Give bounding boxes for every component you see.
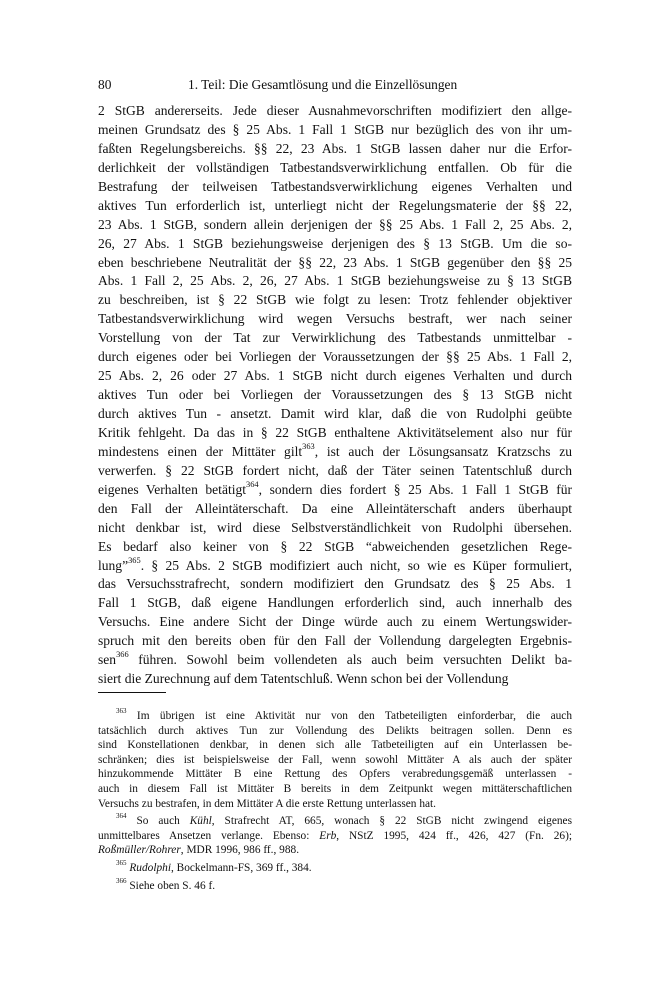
text-line: den Fall der Alleintäterschaft. Da eine Alleintäterschaft anders überhaupt [98, 500, 572, 516]
text-line: zu beschreiben, ist § 22 StGB wie folgt zu lesen: Trotz fehlender objektiver [98, 292, 572, 308]
text-line: spruch mit den bereits oben für den Fall der Vollendung dargelegten Ergebnis- [98, 633, 572, 649]
text-line: durch eigenes oder bei Vorliegen der Voraussetzungen der §§ 25 Abs. 1 Fall 2, [98, 349, 572, 365]
text-line: Vorstellung von der Tat zur Verwirklichung des Tatbestands unmittelbar - [98, 330, 572, 346]
text-line: Bestrafung der teilweisen Tatbestandsverwirklichung eigenes Verhalten und [98, 178, 572, 194]
cited-author: Erb [319, 829, 337, 842]
footnote-text: , NStZ 1995, 424 ff., 426, 427 (Fn. 26); [336, 829, 572, 842]
text-segment: sen [98, 652, 117, 668]
text-line [98, 481, 572, 500]
text-line: meinen Grundsatz des § 25 Abs. 1 Fall 1 StGB nur bezüglich des von ihr um- [98, 121, 572, 137]
footnote-line: auch in diesem Fall ist Mittäter B bereits in dem Zeitpunkt wegen mittäterschaftlichen [98, 782, 572, 795]
footnotes [98, 709, 572, 893]
footnote-line: tatsächlich durch aktives Tun zur Vollendung des Delikts beitragen sollen. Denn es [98, 724, 572, 737]
text-segment: eigenes Verhalten betätigt [98, 481, 247, 497]
footnote-line: Versuchs zu bestrafen, in dem Mittäter A die erste Rettung unterlassen hat. [98, 797, 437, 810]
footnote-text: So auch [136, 815, 180, 828]
text-line: verwerfen. § 22 StGB fordert nicht, daß der Täter seinen Tatentschluß durch [98, 462, 572, 478]
footnote-ref-365[interactable]: 365 [128, 555, 141, 565]
footnote-365 [98, 861, 572, 876]
footnote-line: sind Konstellationen denkbar, in denen sich alle Tatbeteiligten auf ein Unterlassen be- [98, 739, 572, 752]
text-line: 2 StGB andererseits. Jede dieser Ausnahmevorschriften modifiziert den allge- [98, 103, 572, 118]
main-text [98, 102, 572, 689]
footnote-text: Siehe oben S. 46 f. [129, 879, 216, 892]
text-line: Versuchs. Eine andere Sicht der Dinge würde auch zu einem Wertungswider- [98, 614, 572, 630]
footnote-line: schränken; dies ist beispielsweise der Fall, wenn sowohl Mittäter A als auch der später [98, 753, 572, 766]
footnote-separator [98, 692, 166, 693]
text-line: Tatbestandsverwirklichung wird wegen Versuchs bestraft, wer nach seiner [98, 311, 572, 327]
cited-author: Kühl [189, 815, 212, 828]
footnote-text: Im übrigen ist eine Aktivität nur von den Tatbeteiligten einforderbar, die auch [136, 710, 572, 722]
text-segment: führen. Sowohl beim vollendeten als auch beim versuchten Delikt ba- [128, 652, 572, 668]
running-header [98, 76, 572, 94]
footnote-text: , Strafrecht AT, 665, wonach § 22 StGB nicht zwingend eigenes [211, 815, 573, 828]
cited-author: Roßmüller/Rohrer [98, 844, 181, 857]
page-number: 80 [98, 77, 112, 92]
text-line [98, 557, 572, 576]
footnote-line [98, 843, 572, 858]
text-line: 23 Abs. 1 StGB, sondern allein derjenigen der §§ 25 Abs. 1 Fall 2, 25 Abs. 2, [98, 216, 572, 232]
text-line: durch aktives Tun - ansetzt. Damit wird klar, daß die von Rudolphi geübte [98, 406, 572, 421]
text-line: siert die Zurechnung auf dem Tatentschluß. Wenn schon bei der Vollendung [98, 671, 509, 687]
footnote-number: 366 [116, 876, 127, 885]
text-segment: lung” [98, 557, 129, 573]
text-line: Abs. 1 Fall 2, 25 Abs. 2, 26, 27 Abs. 1 StGB beziehungsweise zu § 13 StGB [98, 273, 572, 289]
text-line: aktives Tun oder bei Vorliegen der Voraussetzungen des § 13 StGB nicht [98, 387, 572, 403]
text-line: derlichkeit der vollständigen Tatbestandsverwirklichung entfallen. Ob für die [98, 159, 572, 175]
text-line [98, 651, 572, 670]
text-line: 25 Abs. 2, 26 oder 27 Abs. 1 StGB nicht durch eigenes Verhalten und durch [98, 368, 572, 384]
footnote-ref-366[interactable]: 366 [116, 650, 129, 660]
footnote-number: 363 [116, 707, 127, 716]
text-line: aktives Tun erforderlich ist, unterliegt nicht der Regelungsmaterie der §§ 22, [98, 197, 572, 213]
footnote-text: unmittelbares Ansetzen verlange. Ebenso: [98, 829, 310, 842]
text-segment: , sondern dies fordert § 25 Abs. 1 Fall 1 StGB für [258, 481, 573, 497]
footnote-text: , MDR 1996, 986 ff., 988. [180, 844, 300, 857]
running-title: 1. Teil: Die Gesamtlösung und die Einzellösungen [188, 77, 458, 92]
footnote-text: , Bockelmann-FS, 369 ff., 384. [170, 861, 312, 874]
footnote-366 [98, 876, 572, 894]
cited-author: Rudolphi [129, 861, 171, 874]
text-line: eben beschriebene Neutralität der §§ 22, 23 Abs. 1 StGB gegenüber den §§ 25 [98, 254, 572, 270]
text-line: Kritik fehlgeht. Da das in § 22 StGB enthaltene Aktivitätselement also nur für [98, 424, 572, 440]
text-line: faßten Regelungsbereichs. §§ 22, 23 Abs. 1 StGB lassen daher nur die Erfor- [98, 140, 572, 156]
footnote-363 [98, 709, 572, 724]
footnote-line: hinzukommende Mittäter B eine Rettung des Opfers verabredungsgemäß unterlassen - [98, 768, 572, 781]
text-line: das Versuchsstrafrecht, sondern modifiziert den Grundsatz des § 25 Abs. 1 [98, 576, 572, 592]
footnote-ref-364[interactable]: 364 [246, 479, 259, 489]
footnote-number: 365 [116, 859, 127, 868]
text-segment: mindestens einen der Mittäter gilt [98, 443, 303, 459]
text-line: Fall 1 StGB, daß eigene Handlungen erforderlich sind, auch innerhalb des [98, 595, 572, 611]
footnote-ref-363[interactable]: 363 [302, 442, 315, 452]
text-segment: . § 25 Abs. 2 StGB modifiziert auch nicht, so wie es Küper formuliert, [140, 557, 572, 573]
footnote-line [98, 829, 572, 844]
text-segment: , ist auch der Lösungsansatz Kratzschs zu [314, 443, 572, 459]
text-line: 26, 27 Abs. 1 StGB beziehungsweise derjenigen des § 13 StGB. Um die so- [98, 235, 572, 251]
text-line: nicht denkbar ist, wird diese Selbstverständlichkeit von Rudolphi übersehen. [98, 519, 572, 535]
text-line: Es bedarf also keiner von § 22 StGB “abweichenden gesetzlichen Rege- [98, 538, 572, 554]
text-line [98, 443, 572, 462]
footnote-364 [98, 814, 572, 829]
footnote-number: 364 [116, 812, 127, 821]
